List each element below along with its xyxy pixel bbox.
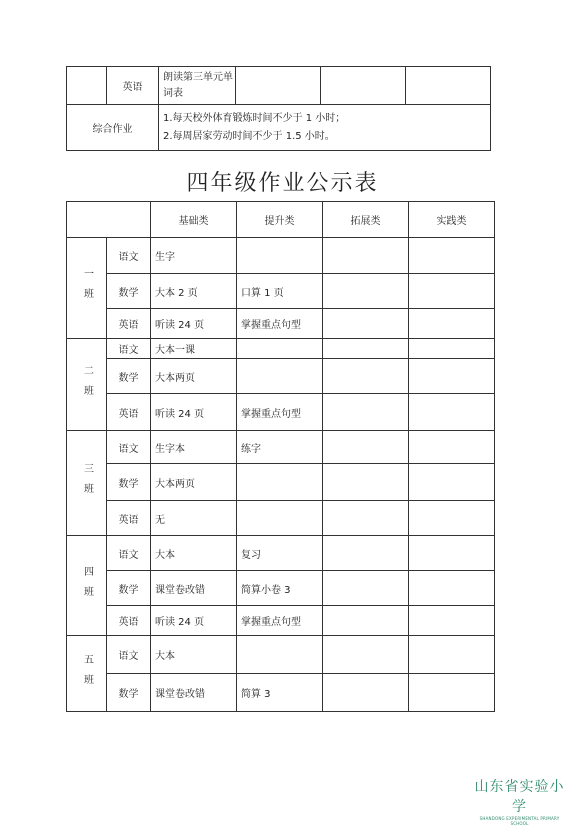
improve-cell xyxy=(237,636,323,674)
class-label xyxy=(67,339,107,431)
extend-cell xyxy=(323,674,409,712)
basic-cell: 大本一课 xyxy=(151,339,237,359)
header-improve: 提升类 xyxy=(237,202,323,238)
basic-cell: 大本两页 xyxy=(151,359,237,394)
basic-cell: 大本两页 xyxy=(151,464,237,501)
basic-cell: 生字本 xyxy=(151,431,237,464)
extend-cell xyxy=(323,636,409,674)
improve-cell: 掌握重点句型 xyxy=(237,309,323,339)
extend-cell xyxy=(323,309,409,339)
combined-homework-cell xyxy=(159,105,491,151)
header-practice: 实践类 xyxy=(409,202,495,238)
basic-cell: 大本 2 页 xyxy=(151,274,237,309)
basic-cell: 无 xyxy=(151,501,237,536)
basic-cell: 听读 24 页 xyxy=(151,394,237,431)
practice-cell xyxy=(409,339,495,359)
subject-cell: 语文 xyxy=(107,238,151,274)
extend-cell xyxy=(323,238,409,274)
header-extend: 拓展类 xyxy=(323,202,409,238)
class-label xyxy=(67,238,107,339)
practice-cell xyxy=(409,636,495,674)
improve-cell: 掌握重点句型 xyxy=(237,394,323,431)
extend-cell xyxy=(323,571,409,606)
basic-cell: 听读 24 页 xyxy=(151,606,237,636)
subject-cell: 英语 xyxy=(107,394,151,431)
extend-cell xyxy=(323,359,409,394)
subject-cell: 语文 xyxy=(107,636,151,674)
blank-cell xyxy=(236,67,321,105)
subject-cell: 数学 xyxy=(107,464,151,501)
header-basic: 基础类 xyxy=(151,202,237,238)
extend-cell xyxy=(323,394,409,431)
class-name-char: 一班 xyxy=(81,268,93,308)
subject-cell: 数学 xyxy=(107,674,151,712)
blank-cell xyxy=(67,67,107,105)
extend-cell xyxy=(323,536,409,571)
practice-cell xyxy=(409,309,495,339)
grade-four-homework-table xyxy=(66,201,495,712)
subject-cell: 数学 xyxy=(107,571,151,606)
class-label xyxy=(67,636,107,712)
improve-cell xyxy=(237,339,323,359)
practice-cell xyxy=(409,359,495,394)
improve-cell: 练字 xyxy=(237,431,323,464)
class-label xyxy=(67,536,107,636)
improve-cell xyxy=(237,501,323,536)
practice-cell xyxy=(409,274,495,309)
practice-cell xyxy=(409,394,495,431)
extend-cell xyxy=(323,464,409,501)
subject-cell: 英语 xyxy=(107,309,151,339)
class-name-char: 二班 xyxy=(81,364,93,405)
subject-label: 英语 xyxy=(107,67,159,105)
header-row xyxy=(67,202,495,238)
subject-cell: 语文 xyxy=(107,339,151,359)
improve-cell xyxy=(237,359,323,394)
improve-cell: 掌握重点句型 xyxy=(237,606,323,636)
basic-cell: 听读 24 页 xyxy=(151,309,237,339)
practice-cell xyxy=(409,464,495,501)
improve-cell: 简算 3 xyxy=(237,674,323,712)
extend-cell xyxy=(323,606,409,636)
class-label xyxy=(67,431,107,536)
school-logo-english: SHANDONG EXPERIMENTAL PRIMARY SCHOOL xyxy=(479,816,560,826)
basic-cell: 生字 xyxy=(151,238,237,274)
blank-cell xyxy=(406,67,491,105)
subject-cell: 英语 xyxy=(107,501,151,536)
practice-cell xyxy=(409,536,495,571)
top-homework-table xyxy=(66,66,491,151)
combined-homework-label: 综合作业 xyxy=(67,105,159,151)
class-name-char: 四班 xyxy=(81,565,93,606)
basic-cell: 大本 xyxy=(151,536,237,571)
practice-cell xyxy=(409,501,495,536)
combined-item: 1.每天校外体育锻炼时间不少于 1 小时； xyxy=(163,112,346,124)
improve-cell xyxy=(237,238,323,274)
school-logo xyxy=(474,776,565,826)
improve-cell: 简算小卷 3 xyxy=(237,571,323,606)
subject-cell: 英语 xyxy=(107,606,151,636)
improve-cell xyxy=(237,464,323,501)
practice-cell xyxy=(409,238,495,274)
practice-cell xyxy=(409,606,495,636)
practice-cell xyxy=(409,674,495,712)
class-name-char: 三班 xyxy=(81,463,93,503)
school-logo-name: 山东省实验小学 xyxy=(474,779,565,815)
extend-cell xyxy=(323,431,409,464)
english-homework: 朗读第三单元单词表 xyxy=(159,67,236,105)
basic-cell: 大本 xyxy=(151,636,237,674)
subject-cell: 数学 xyxy=(107,274,151,309)
basic-cell: 课堂卷改错 xyxy=(151,674,237,712)
extend-cell xyxy=(323,339,409,359)
class-name-char: 五班 xyxy=(81,653,93,694)
improve-cell: 复习 xyxy=(237,536,323,571)
subject-cell: 语文 xyxy=(107,536,151,571)
extend-cell xyxy=(323,501,409,536)
blank-cell xyxy=(67,202,151,238)
practice-cell xyxy=(409,571,495,606)
combined-item: 2.每周居家劳动时间不少于 1.5 小时。 xyxy=(163,130,335,142)
extend-cell xyxy=(323,274,409,309)
subject-cell: 数学 xyxy=(107,359,151,394)
improve-cell: 口算 1 页 xyxy=(237,274,323,309)
basic-cell: 课堂卷改错 xyxy=(151,571,237,606)
practice-cell xyxy=(409,431,495,464)
page-title: 四年级作业公示表 xyxy=(186,171,379,196)
blank-cell xyxy=(321,67,406,105)
subject-cell: 语文 xyxy=(107,431,151,464)
